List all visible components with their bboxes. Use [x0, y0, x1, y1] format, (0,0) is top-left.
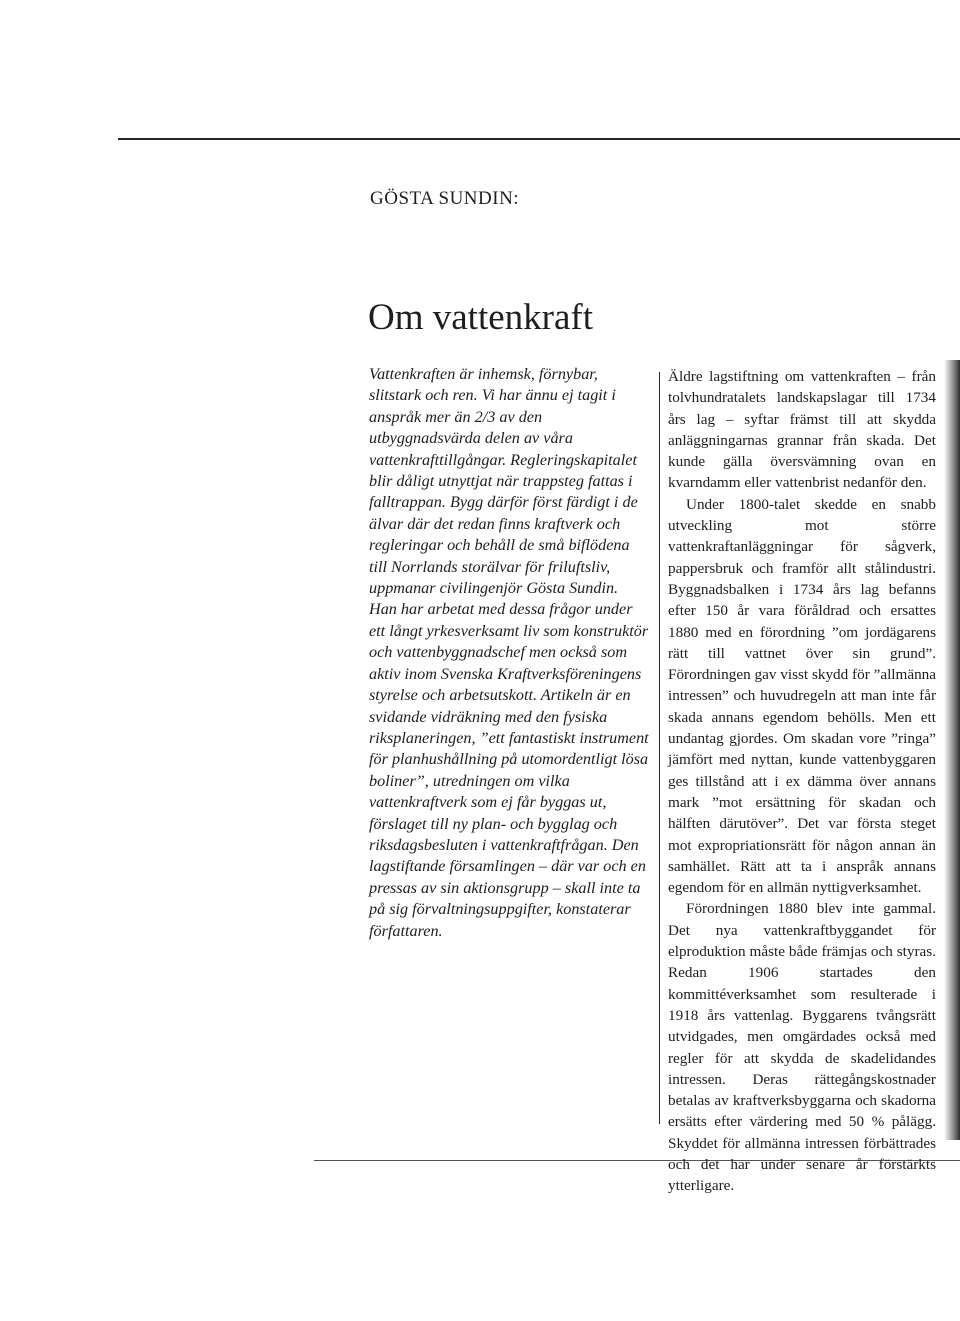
body-paragraph-2: Under 1800-talet skedde en snabb utveckling mot större vattenkraftanläggningar för sågverk, pappersbruk och framför allt stålindustri. Byggnadsbalken i 1734 års lag befanns efter 150 år vara föråldrad och ersattes 1880 med en förordning ”om jordägarens rätt till vattnet över sin grund”. Förordningen gav visst skydd för ”allmänna intressen” och huvudregeln att man inte får skada annans egendom behölls. Men ett undantag gjordes. Om skadan vore ”ringa” jämfört med nyttan, kunde vattenbyggaren ges tillstånd att i ex dämma över annans mark ”mot ersättning för skadan och hälften därutöver”. Det var första steget mot expropriationsrätt för någon annan än samhället. Rätt att ta i anspråk annans egendom för en allmän nyttigverksamhet.: [668, 495, 936, 897]
article-title: Om vattenkraft: [368, 297, 593, 338]
body-paragraph-3: Förordningen 1880 blev inte gammal. Det nya vattenkraftbyggandet för elproduktion måste både främjas och styras. Redan 1906 startades den kommittéverksamhet som resulterade i 1918 års vattenlag. Byggarens tvångsrätt utvidgades, men omgärdades också med regler för att skydda de skadelidandes intressen. Deras rättegångskostnader betalas av kraftverksbyggarna och skadorna ersätts efter värdering med 50 % pålägg. Skyddet för allmänna intressen förbättrades och det har under senare år förstärkts ytterligare.: [668, 900, 936, 1195]
page-top-edge: [118, 138, 960, 140]
body-column: [668, 366, 936, 1197]
column-divider: [659, 372, 660, 1124]
lead-paragraph: Vattenkraften är inhemsk, förnybar, slitstark och ren. Vi har ännu ej tagit i anspråk mer än 2/3 av den utbyggnadsvärda delen av våra vattenkrafttillgångar. Regleringskapitalet blir dåligt utnyttjat när trappsteg fattas i falltrappan. Bygg därför först färdigt i de älvar där det redan finns kraftverk och regleringar och behåll de små biflödena till Norrlands storälvar för friluftsliv, uppmanar civilingenjör Gösta Sundin. Han har arbetat med dessa frågor under ett långt yrkesverksamt liv som konstruktör och vattenbyggnadschef men också som aktiv inom Svenska Kraftverksföreningens styrelse och arbetsutskott. Artikeln är en svidande vidräkning med den fysiska riksplaneringen, ”ett fantastiskt instrument för planhushållning på utomordentligt lösa boliner”, utredningen om vilka vattenkraftverk som ej får byggas ut, förslaget till ny plan- och bygglag och riksdagsbesluten i vattenkraftfrågan. Den lagstiftande församlingen – där var och en pressas av sin aktionsgrupp – skall inte ta på sig förvaltningsuppgifter, konstaterar författaren.: [369, 365, 649, 940]
lead-column: [369, 364, 649, 942]
body-paragraph-1: Äldre lagstiftning om vattenkraften – från tolvhundratalets landskapslagar till 1734 års lag – syftar främst till att skydda anläggningarnas grannar från skada. Det kunde gälla översvämning ovan en kvarndamm eller vattenbrist nedanför den.: [668, 368, 936, 492]
page-right-shadow: [944, 360, 960, 1140]
author-name: GÖSTA SUNDIN:: [370, 188, 520, 209]
